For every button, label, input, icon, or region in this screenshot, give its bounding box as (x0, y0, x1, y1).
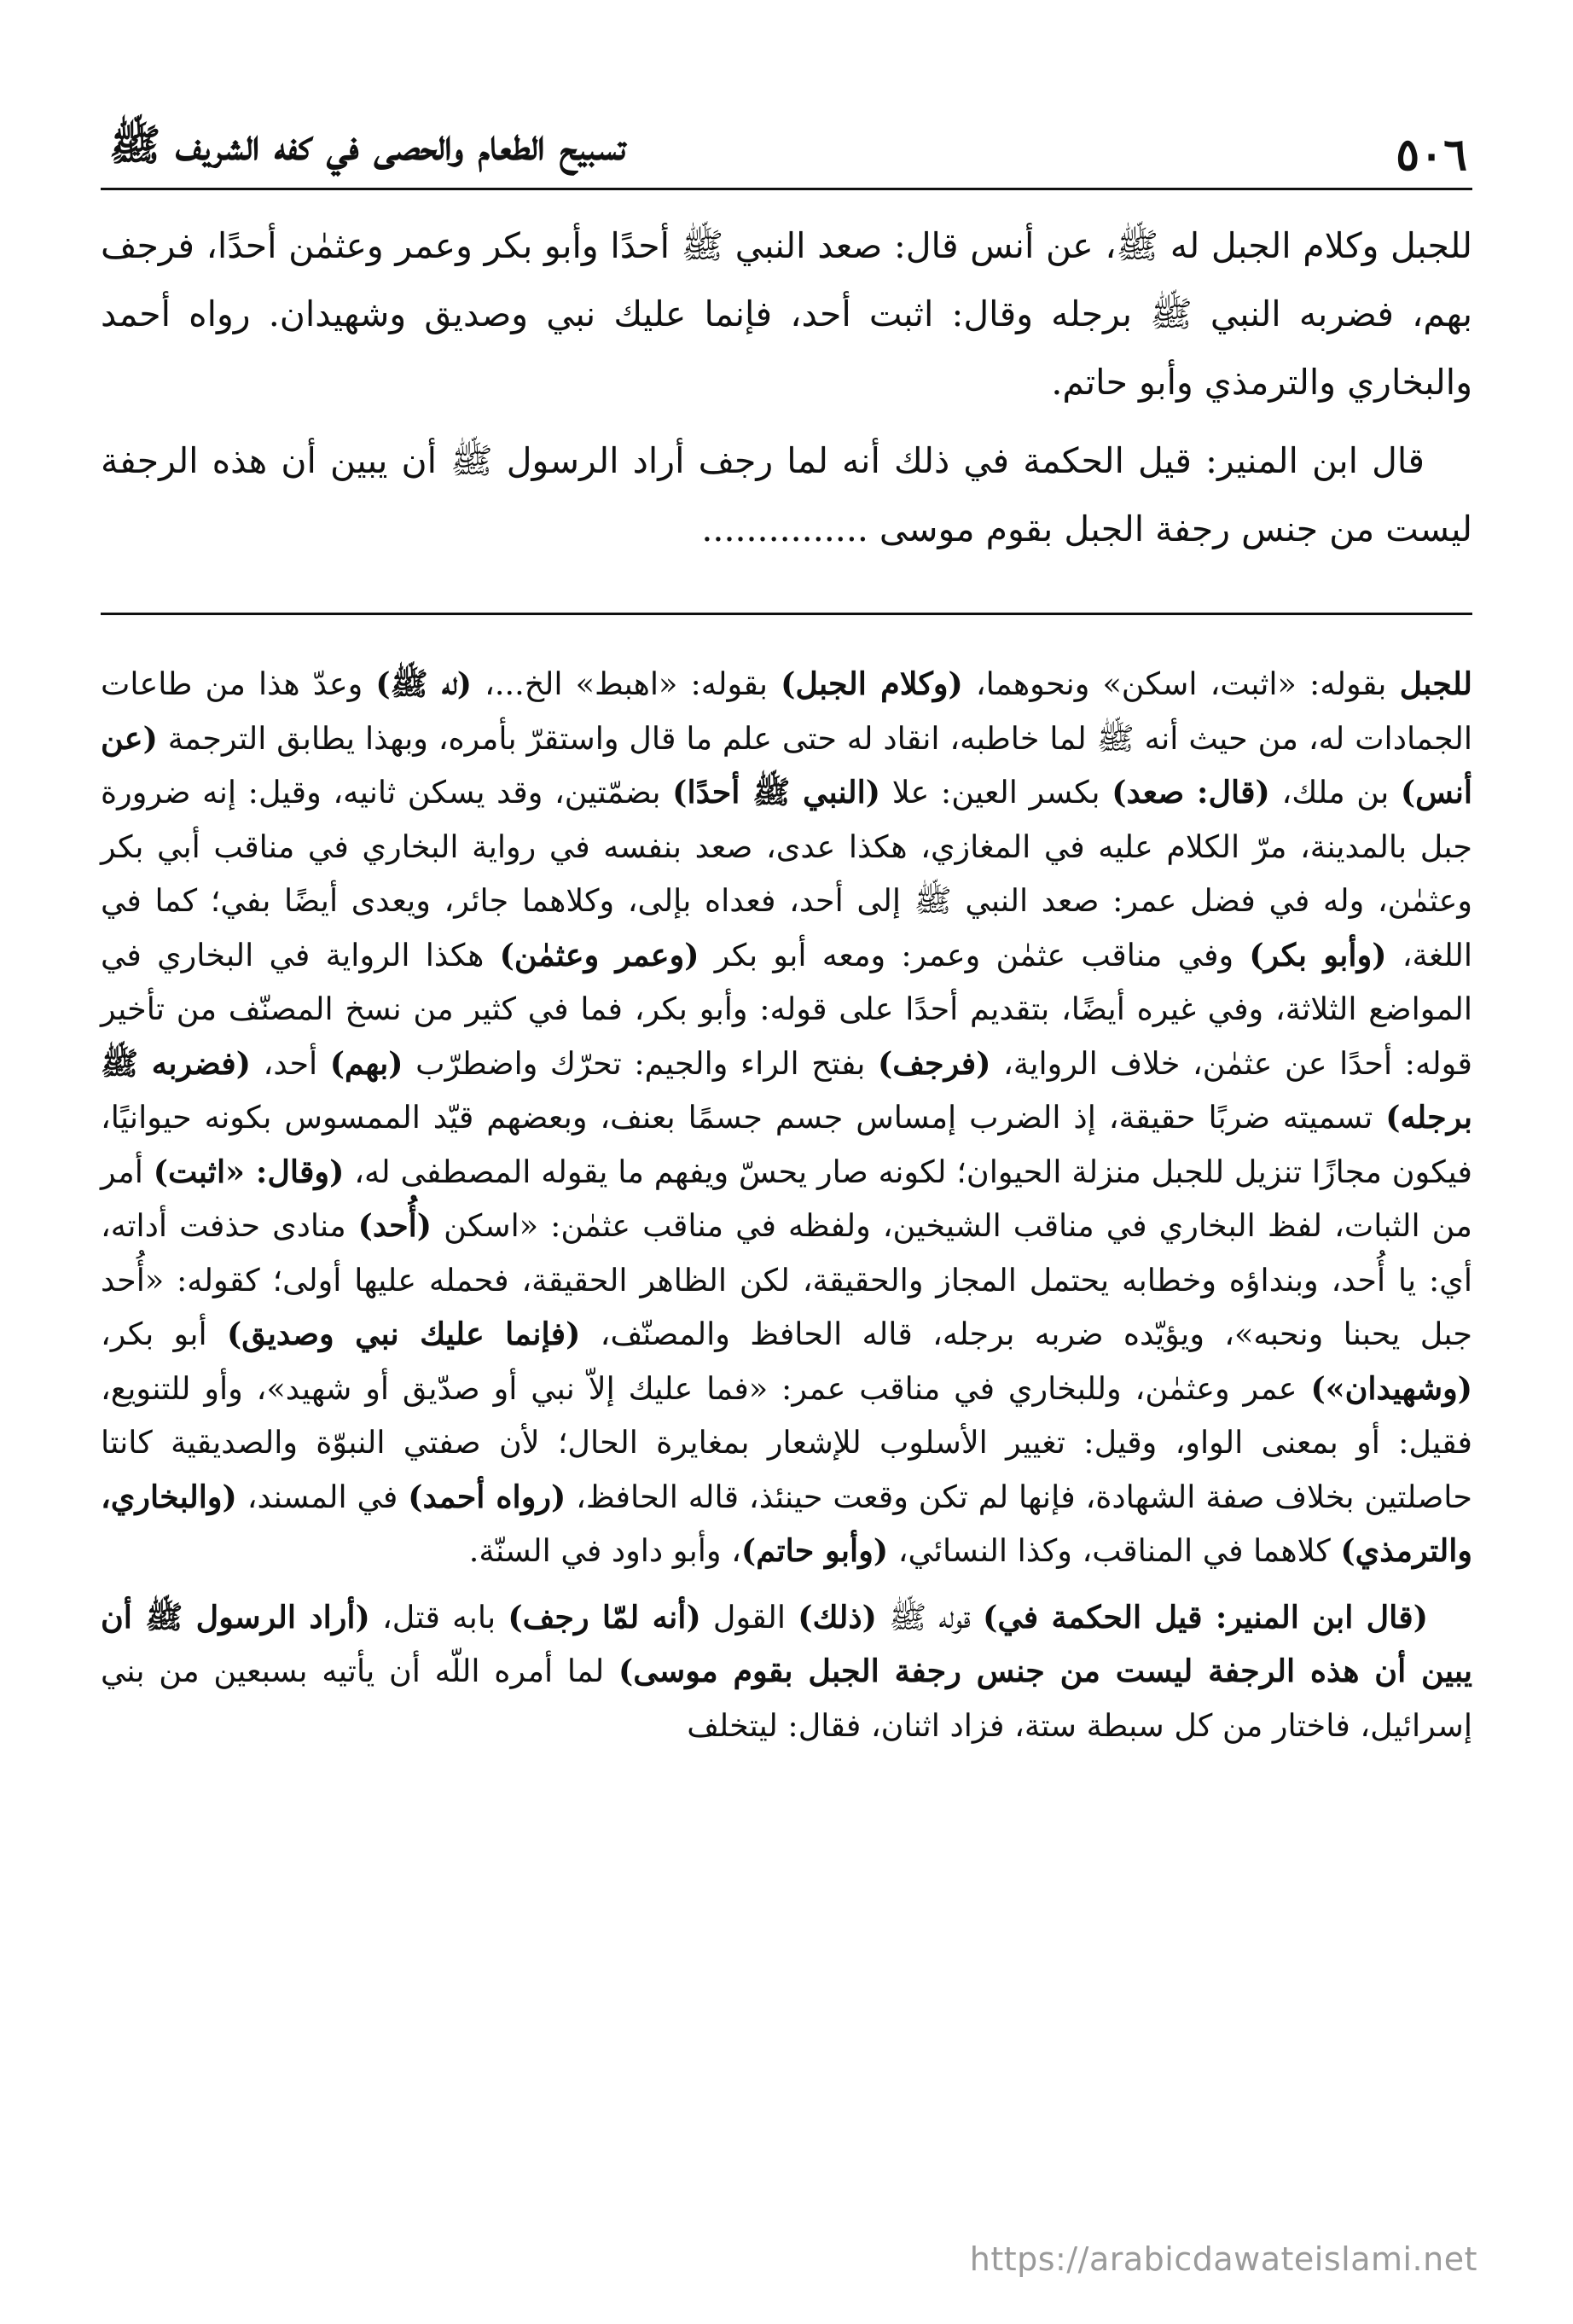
commentary-paragraph (101, 1590, 1472, 1753)
commentary-segment: عمر وعثمٰن، وللبخاري في مناقب عمر: «فما عليك إلاّ نبي أو صدّيق أو شهيد»، وأو للتنويع، فقيل: أو بمعنى الواو، وقيل: تغيير الأسلوب للإشعار بمغايرة الحال؛ لأن صفتي النبوّة والصديقية كانتا حاصلتين بخلاف صفة الشهادة، فإنها لم تكن وقعت حينئذ، قاله الحافظ، (101, 1369, 1472, 1515)
commentary-segment: وعدّ هذا من طاعات الجمادات له، من حيث أنه ﷺ لما خاطبه، انقاد له حتى علم ما قال واستقرّ بأمره، وبهذا يطابق الترجمة (101, 665, 1472, 757)
quoted-text-segment: (أراد الرسول ﷺ أن يبين أن هذه الرجفة ليست من جنس رجفة الجبل بقوم موسى) (101, 1598, 1473, 1689)
commentary-segment: وفي مناقب عثمٰن وعمر: ومعه أبو بكر (699, 936, 1250, 973)
quoted-text-segment: (وكلام الجبل) (781, 665, 963, 702)
quoted-text-segment: (فإنما عليك نبي وصديق) (227, 1316, 581, 1352)
commentary-segment: ، وأبو داود في السنّة. (468, 1532, 741, 1569)
quoted-text-segment: (رواه أحمد) (408, 1478, 566, 1515)
quoted-text-segment: (وعمر وعثمٰن) (499, 936, 699, 973)
commentary-segment: في المسند، (236, 1478, 409, 1515)
main-text (101, 212, 1472, 563)
quoted-text-segment: (بهم) (329, 1044, 403, 1082)
commentary-segment: أمر من الثبات، لفظ البخاري في مناقب الشيخين، ولفظه في مناقب عثمٰن: «اسكن (101, 1153, 1472, 1244)
quoted-text-segment: (فرجف) (878, 1044, 991, 1082)
quoted-text-segment: (وشهيدان») (1310, 1369, 1472, 1407)
quoted-text-segment: (وأبو بكر) (1249, 936, 1387, 973)
main-text-paragraph: قال ابن المنير: قيل الحكمة في ذلك أنه لما رجف أراد الرسول ﷺ أن يبين أن هذه الرجفة ليست من جنس رجفة الجبل بقوم موسى ............... (101, 440, 1472, 549)
website-watermark: https://arabicdawateislami.net (969, 2240, 1477, 2278)
quoted-text-segment: (فضربه ﷺ برجله) (101, 1044, 1472, 1136)
quoted-text-segment: (له ﷺ) (375, 665, 472, 702)
commentary-segment: منادى حذفت أداته، أي: يا أُحد، وبنداؤه وخطابه يحتمل المجاز والحقيقة، لكن الظاهر الحقيقة، فحمله عليها أولى؛ كقوله: «أُحد جبل يحبنا ونحبه»، ويؤيّده ضربه برجله، قاله الحافظ والمصنّف، (101, 1207, 1472, 1352)
commentary-divider (101, 613, 1472, 615)
quoted-text-segment: (أنه لمّا رجف) (508, 1598, 701, 1636)
quoted-text-segment: (ذلك) (798, 1598, 877, 1636)
commentary-segment: أحد، (251, 1044, 330, 1082)
commentary-segment: بقوله: «اثبت، اسكن» ونحوهما، (962, 665, 1400, 702)
commentary-segment: تسميته ضربًا حقيقة، إذ الضرب إمساس جسم جسمًا بعنف، وبعضهم قيّد الممسوس بكونه حيوانيًا، فيكون مجازًا تنزيل للجبل منزلة الحيوان؛ لكونه صار يحسّ ويفهم ما يقوله المصطفى له، (101, 1099, 1473, 1190)
commentary-segment: القول (700, 1598, 798, 1636)
header-divider (101, 188, 1472, 190)
quoted-text-segment: (النبي ﷺ أحدًا) (672, 774, 881, 810)
quoted-text-segment: (والبخاري، والترمذي) (101, 1478, 1472, 1569)
running-title: تسبيح الطعام والحصى في كفه الشريف ﷺ (109, 119, 626, 170)
commentary-segment: لما أمره اللّه أن يأتيه بسبعين من بني إسرائيل، فاختار من كل سبطة ستة، فزاد اثنان، فقال: ليتخلف (101, 1653, 1472, 1744)
quoted-text-segment: (قال ابن المنير: قيل الحكمة في) (983, 1598, 1429, 1636)
quoted-text-segment: (عن أنس) (101, 719, 1473, 810)
quoted-text-segment: (قال: صعد) (1112, 774, 1270, 810)
quoted-text-segment: (وأبو حاتم) (740, 1532, 889, 1569)
main-text-paragraph: للجبل وكلام الجبل له ﷺ، عن أنس قال: صعد النبي ﷺ أحدًا وأبو بكر وعمر وعثمٰن أحدًا، فرجف بهم، فضربه النبي ﷺ برجله وقال: اثبت أحد، فإنما عليك نبي وصديق وشهيدان. رواه أحمد والبخاري والترمذي وأبو حاتم. (101, 225, 1472, 403)
quoted-text-segment: للجبل (1399, 665, 1473, 702)
commentary-segment: أبو بكر، (101, 1316, 228, 1352)
commentary-segment: بن ملك، (1269, 774, 1401, 810)
commentary-segment: بابه قتل، (369, 1598, 508, 1636)
page-header (101, 96, 1472, 181)
commentary-segment: بكسر العين: علا (880, 774, 1112, 810)
commentary-segment: قوله ﷺ (876, 1598, 984, 1636)
commentary-segment: بقوله: «اهبط» الخ...، (472, 665, 781, 702)
commentary-segment: بفتح الراء والجيم: تحرّك واضطرّب (403, 1044, 878, 1082)
quoted-text-segment: (أُحد) (357, 1207, 432, 1244)
commentary-segment: كلاهما في المناقب، وكذا النسائي، (888, 1532, 1341, 1569)
page-number: ٥٠٦ (1396, 129, 1467, 181)
commentary-segment: بضمّتين، وقد يسكن ثانيه، وقيل: إنه ضرورة جبل بالمدينة، مرّ الكلام عليه في المغازي، هكذا عدى، صعد بنفسه في رواية البخاري في مناقب أبي بكر وعثمٰن، وله في فضل عمر: صعد النبي ﷺ إلى أحد، فعداه بإلى، وكلاهما جائر، ويعدى أيضًا بفي؛ كما في اللغة، (101, 774, 1472, 973)
commentary-paragraph (101, 657, 1472, 1578)
commentary-segment: هكذا الرواية في البخاري في المواضع الثلاثة، وفي غيره أيضًا، بتقديم أحدًا على قوله: وأبو بكر، فما في كثير من نسخ المصنّف من تأخير قوله: أحدًا عن عثمٰن، خلاف الرواية، (101, 936, 1472, 1082)
quoted-text-segment: (وقال: «اثبت) (153, 1153, 345, 1190)
commentary-text (101, 657, 1472, 1752)
